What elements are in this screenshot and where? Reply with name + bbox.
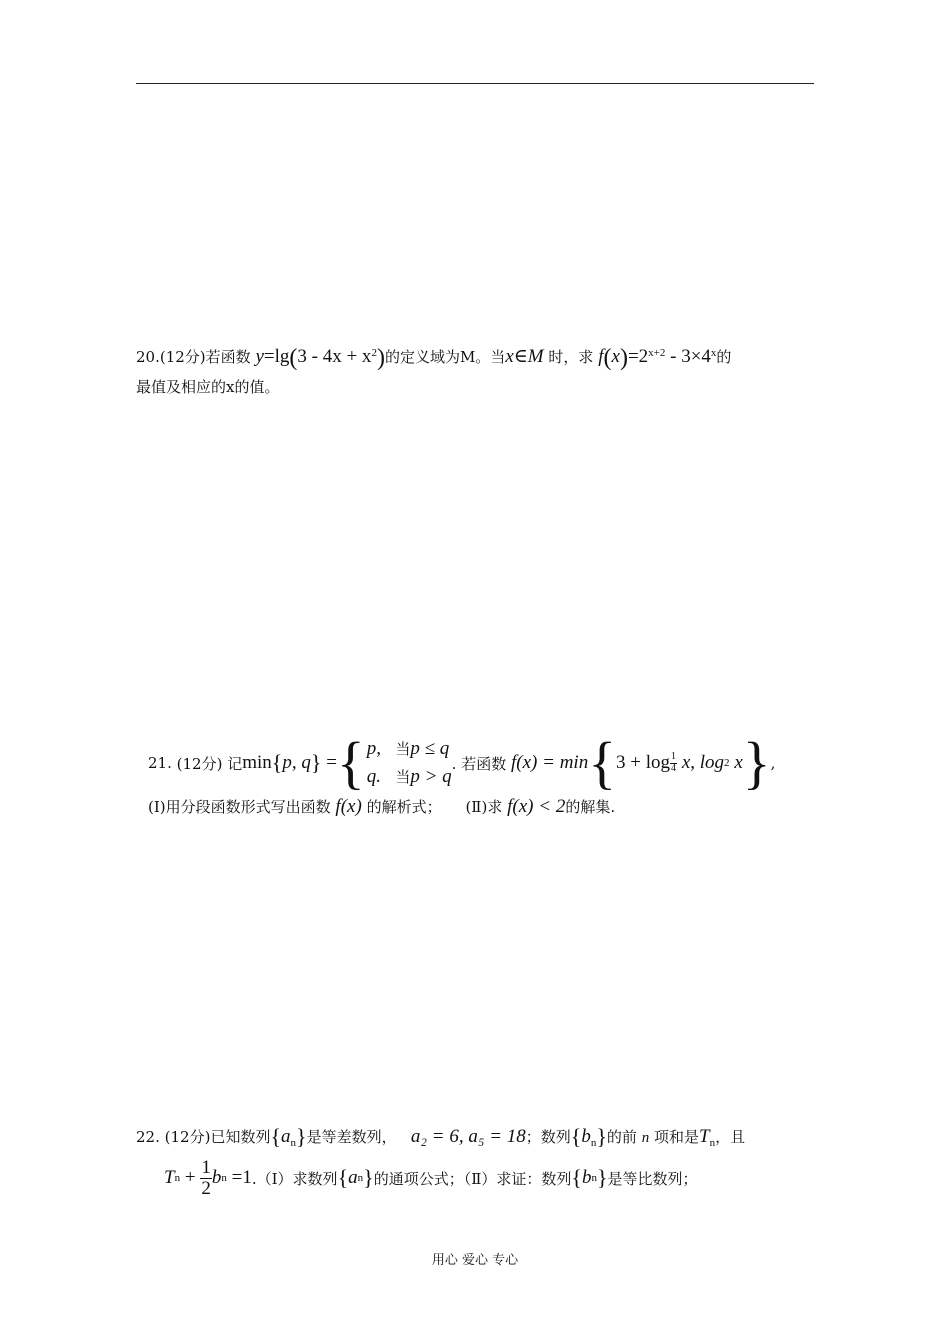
fraction-denominator: 4 — [671, 762, 677, 774]
brace-open: { — [271, 750, 283, 775]
case-condition: p ≤ q — [410, 738, 450, 759]
problem-number: 20. — [136, 348, 160, 366]
math-var: b — [211, 1167, 222, 1189]
paren-open: ( — [289, 345, 298, 371]
paren-open: ( — [603, 345, 612, 371]
brace-open: { — [570, 1124, 582, 1149]
math-subscript: n — [357, 1172, 364, 1185]
case-value: q. — [366, 766, 382, 787]
part-two-text: (Ⅱ)求 — [465, 798, 503, 816]
punctuation: , — [770, 754, 776, 772]
problem-text: 的前 — [606, 1128, 637, 1146]
math-var: T — [164, 1167, 175, 1189]
score: (12分) — [176, 754, 223, 773]
math-subscript: n — [221, 1172, 227, 1185]
math-expr: 3 - 4x + x — [297, 346, 372, 367]
problem-text: ；数列 — [525, 1128, 571, 1146]
piecewise-cases — [367, 735, 452, 791]
math-expr: x, log — [681, 752, 725, 773]
problem-text: 时，求 — [548, 348, 594, 366]
math-var: b — [581, 1126, 591, 1147]
fraction-denominator: 2 — [201, 1177, 211, 1199]
math-exponent: 2 — [371, 347, 377, 359]
part-one-text: (Ⅰ)用分段函数形式写出函数 — [148, 798, 331, 816]
cases-brace: { — [336, 730, 365, 795]
math-subscript: n — [591, 1172, 597, 1185]
log-base: 2 — [724, 757, 730, 769]
math-func: min — [242, 752, 272, 773]
math-expr: f(x) = min — [511, 752, 589, 773]
math-var: n — [641, 1130, 650, 1146]
problem-text: 的定义域为M。当 — [384, 348, 506, 366]
problem-text: ，且 — [715, 1128, 746, 1146]
math-var: y — [255, 346, 264, 367]
problem-text: 若函数 — [205, 348, 251, 366]
math-var: T — [699, 1126, 710, 1147]
problem-text: 项和是 — [653, 1128, 699, 1146]
log-base-fraction — [670, 752, 677, 774]
math-subscript: n — [709, 1137, 716, 1149]
fraction-half — [200, 1158, 212, 1199]
math-subscript: n — [174, 1172, 181, 1185]
brace-close: } — [363, 1165, 374, 1191]
brace-open: { — [588, 730, 617, 795]
math-expr: 3 + log — [616, 752, 671, 773]
case-label: 当 — [395, 740, 411, 758]
header-rule — [136, 83, 814, 84]
math-op: = — [326, 752, 337, 773]
math-var: a — [348, 1167, 358, 1189]
math-expr: f(x) — [335, 796, 362, 817]
problem-text: 的通项公式；（Ⅱ）求证：数列 — [373, 1169, 572, 1188]
math-expr: =2 — [627, 346, 649, 367]
math-var: x — [611, 346, 620, 367]
math-expr: p, q — [282, 752, 311, 773]
part-one-text: 的解析式； — [366, 798, 442, 816]
brace-close: } — [310, 750, 322, 775]
brace-close: } — [742, 730, 771, 795]
fraction-numerator: 1 — [201, 1157, 211, 1178]
part-two-text: 的解集. — [565, 798, 616, 816]
math-var: a — [281, 1126, 291, 1147]
case-label: 当 — [395, 768, 411, 786]
problem-text: .（Ⅰ）求数列 — [251, 1169, 338, 1188]
problem-text: 记 — [227, 754, 243, 773]
score: (12分) — [159, 348, 206, 366]
math-expr: =1 — [231, 1167, 252, 1189]
case-value: p, — [366, 738, 382, 759]
case-condition: p > q — [410, 766, 452, 787]
problem-number: 21. — [148, 754, 172, 772]
brace-open: { — [571, 1165, 582, 1191]
brace-close: } — [596, 1165, 608, 1191]
brace-close: } — [596, 1124, 607, 1149]
math-expr: f(x) < 2 — [507, 796, 566, 817]
problem-number: 22. — [136, 1128, 160, 1146]
problem-text: 是等比数列； — [607, 1169, 698, 1188]
brace-close: } — [296, 1124, 307, 1149]
math-expr: - 3×4 — [665, 346, 711, 367]
math-subscript: n — [590, 1137, 597, 1149]
math-op: =lg — [263, 346, 290, 367]
math-op: + — [184, 1167, 196, 1189]
problem-text: 是等差数列， — [306, 1128, 397, 1146]
math-exponent: x — [710, 347, 717, 359]
problem-text: 的 — [716, 348, 732, 366]
brace-open: { — [270, 1124, 282, 1149]
math-expr: x∈M — [505, 346, 544, 367]
math-var: f — [598, 346, 604, 367]
problem-text-line2: 最值及相应的x的值。 — [136, 378, 280, 396]
brace-open: { — [337, 1165, 349, 1191]
paren-close: ) — [619, 345, 628, 371]
fraction-numerator: 1 — [671, 751, 677, 762]
problem-text: . 若函数 — [451, 754, 507, 773]
math-exponent: x+2 — [648, 347, 666, 359]
math-expr: a₂ = 6, a₅ = 18 — [410, 1126, 526, 1147]
problem-text: 已知数列 — [210, 1128, 271, 1146]
page-footer: 用心 爱心 专心 — [431, 1253, 519, 1268]
math-var: x — [734, 752, 743, 773]
math-var: b — [581, 1167, 592, 1189]
paren-close: ) — [376, 345, 385, 371]
score: (12分) — [164, 1128, 211, 1146]
math-subscript: n — [290, 1137, 297, 1149]
